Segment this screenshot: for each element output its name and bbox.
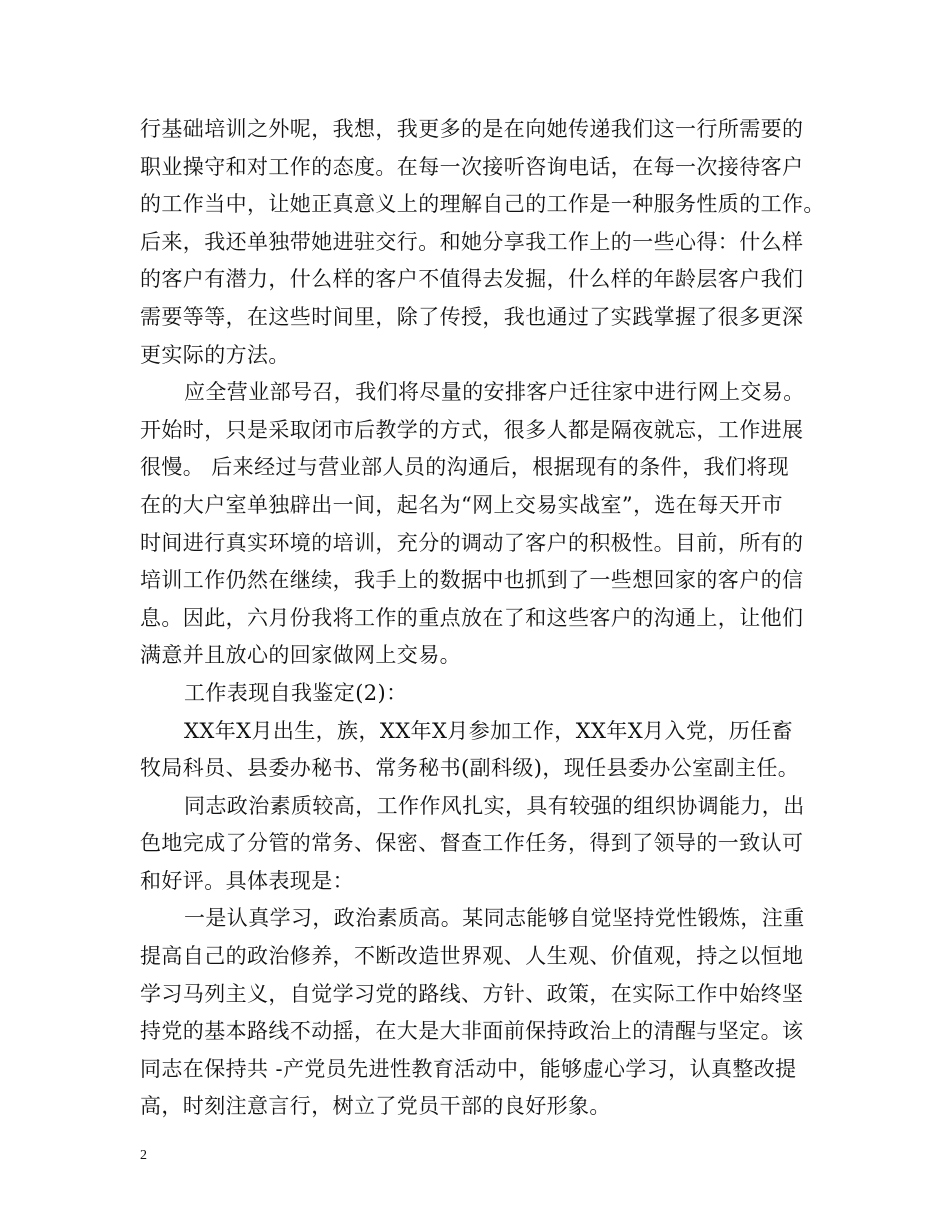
text-line: 学习马列主义，自觉学习党的路线、方针、政策，在实际工作中始终坚 bbox=[140, 981, 804, 1006]
text-line: 和好评。具体表现是： bbox=[140, 868, 354, 893]
text-line: 培训工作仍然在继续，我手上的数据中也抓到了一些想回家的客户的信 bbox=[140, 568, 804, 593]
page-number: 2 bbox=[140, 1148, 147, 1163]
text-line: XX年X月出生，族，XX年X月参加工作，XX年X月入党，历任畜 bbox=[184, 718, 793, 743]
text-line: 满意并且放心的回家做网上交易。 bbox=[140, 643, 461, 668]
text-line: 行基础培训之外呢，我想，我更多的是在向她传递我们这一行所需要的 bbox=[140, 117, 804, 141]
text-line: 应全营业部号召，我们将尽量的安排客户迁往家中进行网上交易。 bbox=[184, 380, 805, 405]
text-line: 息。因此，六月份我将工作的重点放在了和这些客户的沟通上，让他们 bbox=[140, 605, 804, 630]
text-line: 需要等等，在这些时间里，除了传授，我也通过了实践掌握了很多更深 bbox=[140, 304, 804, 329]
text-line: 开始时，只是采取闭市后教学的方式，很多人都是隔夜就忘，工作进展 bbox=[140, 417, 804, 442]
text-line: 很慢。 后来经过与营业部人员的沟通后，根据现有的条件，我们将现 bbox=[140, 455, 790, 480]
text-line: 高，时刻注意言行，树立了党员干部的良好形象。 bbox=[140, 1094, 611, 1119]
text-line: 工作表现自我鉴定(2)： bbox=[184, 680, 408, 705]
text-line: 职业操守和对工作的态度。在每一次接听咨询电话，在每一次接待客户 bbox=[140, 154, 804, 179]
text-line: 的工作当中，让她正真意义上的理解自己的工作是一种服务性质的工作。 bbox=[140, 192, 825, 217]
text-line: 同志在保持共 -产党员先进性教育活动中，能够虚心学习，认真整改提 bbox=[140, 1056, 797, 1081]
text-line: 牧局科员、县委办秘书、常务秘书(副科级)，现任县委办公室副主任。 bbox=[140, 756, 800, 781]
text-line: 色地完成了分管的常务、保密、督查工作任务，得到了领导的一致认可 bbox=[140, 831, 804, 856]
text-line: 持党的基本路线不动摇，在大是大非面前保持政治上的清醒与坚定。该 bbox=[140, 1019, 804, 1044]
text-line: 时间进行真实环境的培训，充分的调动了客户的积极性。目前，所有的 bbox=[140, 530, 804, 555]
text-line: 同志政治素质较高，工作作风扎实，具有较强的组织协调能力，出 bbox=[184, 793, 805, 818]
text-line: 的客户有潜力，什么样的客户不值得去发掘，什么样的年龄层客户我们 bbox=[140, 267, 804, 292]
text-line: 后来，我还单独带她进驻交行。和她分享我工作上的一些心得：什么样 bbox=[140, 229, 804, 254]
text-line: 更实际的方法。 bbox=[140, 342, 290, 367]
text-line: 一是认真学习，政治素质高。某同志能够自觉坚持党性锻炼，注重 bbox=[184, 906, 805, 931]
text-line: 提高自己的政治修养，不断改造世界观、人生观、价值观，持之以恒地 bbox=[140, 944, 804, 969]
body-text bbox=[140, 111, 825, 1126]
text-line: 在的大户室单独辟出一间，起名为“网上交易实战室”，选在每天开市 bbox=[140, 492, 783, 517]
